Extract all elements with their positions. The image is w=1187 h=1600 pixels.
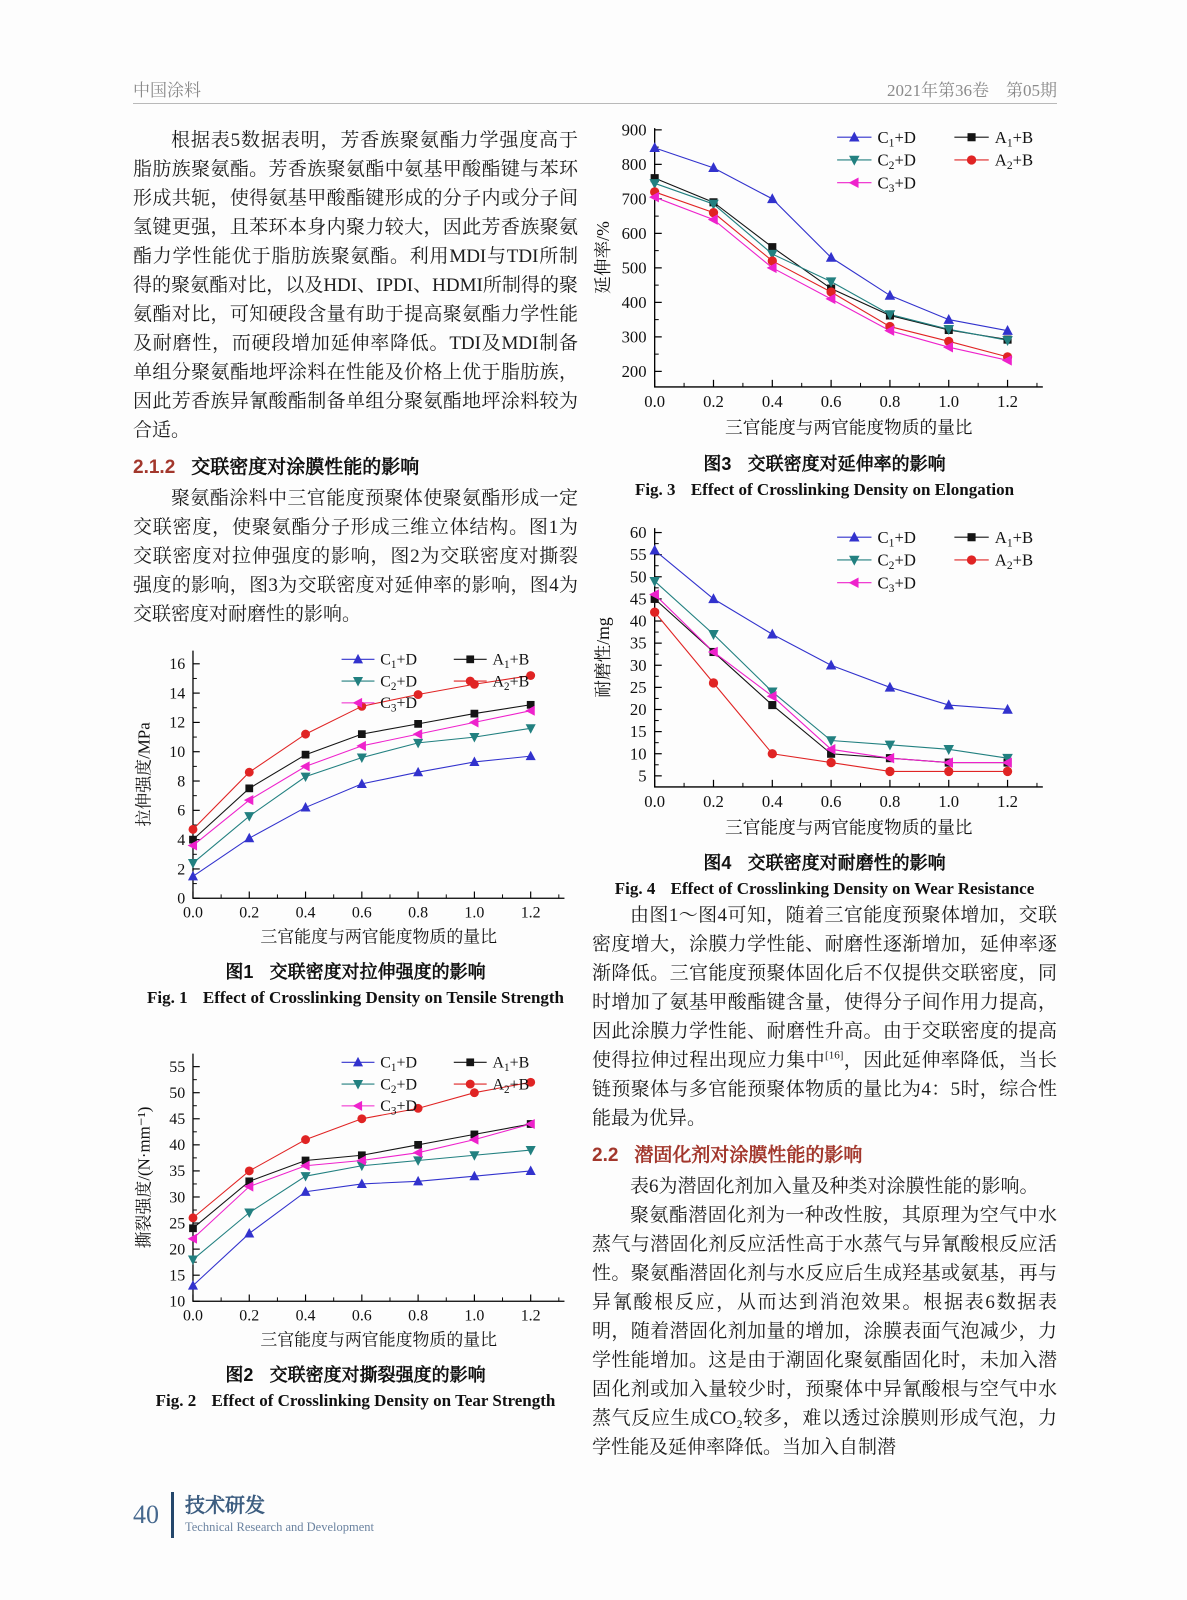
svg-text:5: 5: [638, 765, 647, 785]
svg-text:C1+D: $C_1+D$: [380, 651, 417, 672]
svg-text:55: 55: [629, 544, 647, 564]
figure-2-plot: [133, 1042, 578, 1361]
figure-1-caption-zh: [133, 960, 578, 985]
svg-text:60: 60: [629, 522, 647, 542]
svg-text:35: 35: [629, 633, 647, 653]
svg-text:1.0: 1.0: [464, 1307, 485, 1325]
figure-1-caption-en: [133, 985, 578, 1010]
svg-text:0.0: 0.0: [183, 1307, 203, 1325]
svg-text:C2+D: $C_2+D$: [380, 1076, 417, 1097]
svg-text:0.6: 0.6: [820, 392, 842, 412]
svg-text:2: 2: [177, 861, 186, 879]
svg-text:0.4: 0.4: [761, 791, 783, 811]
svg-text:0.4: 0.4: [295, 904, 316, 922]
figure-1-caption-zh-text: 交联密度对拉伸强度的影响: [269, 962, 486, 983]
page-footer: [133, 1492, 374, 1538]
figure-4-caption-en: [592, 876, 1057, 901]
svg-text:40: 40: [169, 1137, 186, 1155]
section-number: 2.2: [592, 1145, 619, 1167]
svg-text:700: 700: [621, 189, 647, 209]
svg-text:0.2: 0.2: [239, 1307, 260, 1325]
paragraph-discussion: 由图1～图4可知，随着三官能度预聚体增加，交联密度增大，涂膜力学性能、耐磨性逐渐增加，延伸率逐渐降低。三官能度预聚体固化后不仅提供交联密度，同时增加了氨基甲酸酯键含量，使得分子间作用力提高，因此涂膜力学性能、耐磨性升高。由于交联密度的提高使得拉伸过程出现应力集中[16]，因此延伸率降低，当长链预聚体与多官能预聚体物质的量比为4：5时，综合性能最为优异。: [592, 905, 1057, 1130]
svg-text:50: 50: [629, 566, 647, 586]
svg-text:0: 0: [177, 890, 186, 908]
figure-1-caption-en-label: Fig. 1: [146, 988, 188, 1008]
figure-3-caption-en-text: Effect of Crosslinking Density on Elongation: [690, 479, 1015, 499]
svg-text:A1+B: $A_1+B$: [492, 651, 530, 672]
figure-3-plot: [592, 116, 1057, 450]
svg-text:拉伸强度/MPa: 拉伸强度/MPa: [134, 722, 154, 827]
page-number: 40: [133, 1500, 159, 1529]
figure-4-plot: [592, 516, 1057, 850]
section-title: 交联密度对涂膜性能的影响: [191, 457, 420, 478]
svg-text:A1+B: $A_1+B$: [994, 527, 1034, 549]
figure-2-caption-zh-label: 图2: [225, 1365, 254, 1386]
svg-text:A2+B: $A_2+B$: [994, 550, 1034, 572]
svg-text:8: 8: [177, 773, 186, 791]
section-heading-2-1-2: [133, 452, 578, 479]
svg-text:撕裂强度/(N·mm⁻¹): 撕裂强度/(N·mm⁻¹): [134, 1106, 154, 1249]
svg-text:200: 200: [621, 361, 647, 381]
svg-text:C3+D: $C_3+D$: [877, 572, 916, 595]
svg-text:1.2: 1.2: [520, 904, 541, 922]
figure-4: [592, 516, 1057, 902]
svg-text:25: 25: [629, 677, 647, 697]
svg-text:25: 25: [169, 1215, 186, 1233]
svg-text:三官能度与两官能度物质的量比: 三官能度与两官能度物质的量比: [725, 816, 973, 837]
svg-text:C2+D: $C_2+D$: [380, 673, 417, 693]
svg-text:300: 300: [621, 327, 647, 347]
svg-text:10: 10: [169, 1293, 186, 1311]
svg-text:50: 50: [169, 1085, 186, 1103]
svg-text:45: 45: [169, 1111, 186, 1129]
issue-info: 2021年第36卷 第05期: [887, 81, 1057, 100]
figure-2-caption-en-text: Effect of Crosslinking Density on Tear Strength: [211, 1391, 556, 1411]
svg-text:40: 40: [629, 611, 647, 631]
svg-text:C1+D: $C_1+D$: [877, 127, 916, 150]
paragraph-aromatic-pu: 根据表5数据表明，芳香族聚氨酯力学强度高于脂肪族聚氨酯。芳香族聚氨酯中氨基甲酸酯键与苯环形成共轭，使得氨基甲酸酯键形成的分子内或分子间氢键更强，且苯环本身内聚力较大，因此芳香族聚氨酯力学性能优于脂肪族聚氨酯。利用MDI与TDI所制得的聚氨酯对比，以及HDI、IPDI、HDMI所制得的聚氨酯对比，可知硬段含量有助于提高聚氨酯力学性能及耐磨性，而硬段增加延伸率降低。TDI及MDI制备单组分聚氨酯地坪涂料在性能及价格上优于脂肪族，因此芳香族异氰酸酯制备单组分聚氨酯地坪涂料较为合适。: [133, 130, 578, 441]
svg-text:C3+D: $C_3+D$: [380, 1098, 417, 1118]
svg-text:延伸率/%: 延伸率/%: [593, 221, 614, 294]
svg-text:0.4: 0.4: [295, 1307, 316, 1325]
figure-4-caption-en-label: Fig. 4: [614, 879, 656, 899]
svg-text:1.2: 1.2: [997, 392, 1018, 412]
svg-text:0.2: 0.2: [703, 791, 724, 811]
figure-3-caption-en: [592, 477, 1057, 502]
svg-text:0.0: 0.0: [183, 904, 203, 922]
svg-text:1.0: 1.0: [464, 904, 485, 922]
figure-3-caption-zh-text: 交联密度对延伸率的影响: [747, 453, 946, 474]
figure-2-caption-zh: [133, 1363, 578, 1388]
svg-text:0.8: 0.8: [408, 1307, 429, 1325]
figure-3: [592, 116, 1057, 502]
figure-1-plot: [133, 639, 578, 958]
svg-text:0.0: 0.0: [644, 392, 666, 412]
svg-text:1.0: 1.0: [938, 392, 960, 412]
section-title: 潜固化剂对涂膜性能的影响: [634, 1145, 863, 1167]
paragraph-crosslink-intro: 聚氨酯涂料中三官能度预聚体使聚氨酯形成一定交联密度，使聚氨酯分子形成三维立体结构。图1为交联密度对拉伸强度的影响，图2为交联密度对撕裂强度的影响，图3为交联密度对延伸率的影响，图4为交联密度对耐磨性的影响。: [133, 488, 578, 625]
svg-text:30: 30: [629, 655, 647, 675]
svg-text:C3+D: $C_3+D$: [877, 173, 916, 195]
svg-text:C2+D: $C_2+D$: [877, 150, 916, 173]
svg-text:16: 16: [169, 656, 186, 674]
svg-text:35: 35: [169, 1163, 186, 1181]
svg-text:4: 4: [177, 831, 186, 849]
figure-4-caption-zh-label: 图4: [703, 853, 732, 874]
svg-text:A1+B: $A_1+B$: [994, 127, 1034, 150]
svg-text:C1+D: $C_1+D$: [380, 1054, 417, 1075]
figure-1-caption-zh-label: 图1: [225, 962, 254, 983]
footer-divider: [171, 1492, 174, 1538]
svg-text:45: 45: [629, 589, 647, 609]
figure-1-caption: [133, 960, 578, 1010]
svg-text:1.2: 1.2: [997, 791, 1018, 811]
svg-text:0.6: 0.6: [820, 791, 842, 811]
figure-3-caption-zh-label: 图3: [703, 453, 732, 474]
figure-3-caption-zh: [592, 452, 1057, 477]
svg-text:800: 800: [621, 154, 647, 174]
svg-text:6: 6: [177, 802, 186, 820]
section-heading-2-2: [592, 1140, 1057, 1167]
svg-text:三官能度与两官能度物质的量比: 三官能度与两官能度物质的量比: [260, 1330, 498, 1350]
svg-text:55: 55: [169, 1059, 186, 1077]
svg-text:0.8: 0.8: [879, 791, 901, 811]
svg-text:15: 15: [629, 721, 647, 741]
svg-text:10: 10: [169, 744, 186, 762]
svg-text:10: 10: [629, 743, 647, 763]
svg-text:15: 15: [169, 1267, 186, 1285]
figure-2-caption: [133, 1363, 578, 1413]
svg-text:A2+B: $A_2+B$: [492, 1076, 530, 1097]
svg-text:1.2: 1.2: [520, 1307, 541, 1325]
figure-3-caption: [592, 452, 1057, 502]
figure-2-caption-en-label: Fig. 2: [155, 1391, 197, 1411]
svg-text:0.2: 0.2: [703, 392, 724, 412]
svg-text:0.8: 0.8: [408, 904, 429, 922]
svg-text:30: 30: [169, 1189, 186, 1207]
figure-2-caption-zh-text: 交联密度对撕裂强度的影响: [269, 1365, 486, 1386]
page-header: [133, 76, 1057, 101]
svg-text:0.0: 0.0: [644, 791, 666, 811]
svg-text:0.8: 0.8: [879, 392, 901, 412]
svg-text:400: 400: [621, 292, 647, 312]
svg-text:0.2: 0.2: [239, 904, 260, 922]
figure-4-caption: [592, 851, 1057, 901]
svg-text:0.6: 0.6: [351, 1307, 372, 1325]
paragraph-latent-curing: 聚氨酯潜固化剂为一种改性胺，其原理为空气中水蒸气与潜固化剂反应活性高于水蒸气与异氰酸根反应活性。聚氨酯潜固化剂与水反应后生成羟基或氨基，再与异氰酸根反应，从而达到消泡效果。根据表6数据表明，随着潜固化剂加量的增加，涂膜表面气泡减少，力学性能增加。这是由于潮固化聚氨酯固化时，未加入潜固化剂或加入量较少时，预聚体中异氰酸根与空气中水蒸气反应生成CO₂较多，难以透过涂膜则形成气泡，力学性能及延伸率降低。当加入自制潜: [592, 1205, 1057, 1459]
svg-text:0.6: 0.6: [351, 904, 372, 922]
section-number: 2.1.2: [133, 457, 176, 478]
header-rule: [133, 103, 1057, 104]
figure-4-caption-en-text: Effect of Crosslinking Density on Wear Resistance: [670, 879, 1035, 899]
svg-text:12: 12: [169, 714, 186, 732]
right-column: [592, 116, 1057, 1462]
figure-3-caption-en-label: Fig. 3: [634, 479, 676, 499]
figure-4-caption-zh-text: 交联密度对耐磨性的影响: [747, 853, 946, 874]
figure-2-caption-en: [133, 1388, 578, 1413]
journal-name: 中国涂料: [133, 81, 201, 100]
figure-1: [133, 639, 578, 1010]
svg-text:20: 20: [629, 699, 647, 719]
svg-text:500: 500: [621, 258, 647, 278]
paragraph-table6: 表6为潜固化剂加入量及种类对涂膜性能的影响。: [630, 1176, 1039, 1198]
svg-text:三官能度与两官能度物质的量比: 三官能度与两官能度物质的量比: [725, 417, 973, 438]
svg-text:A1+B: $A_1+B$: [492, 1054, 530, 1075]
svg-text:C3+D: $C_3+D$: [380, 695, 417, 715]
svg-text:三官能度与两官能度物质的量比: 三官能度与两官能度物质的量比: [260, 927, 498, 947]
svg-text:20: 20: [169, 1241, 186, 1259]
footer-section-en: Technical Research and Development: [185, 1520, 374, 1534]
footer-section-zh: 技术研发: [185, 1495, 265, 1517]
figure-1-caption-en-text: Effect of Crosslinking Density on Tensile Strength: [202, 988, 565, 1008]
svg-text:耐磨性/mg: 耐磨性/mg: [593, 616, 614, 698]
svg-text:900: 900: [621, 120, 647, 140]
svg-text:600: 600: [621, 223, 647, 243]
svg-text:A2+B: $A_2+B$: [994, 150, 1034, 173]
svg-text:C1+D: $C_1+D$: [877, 527, 916, 549]
svg-text:C2+D: $C_2+D$: [877, 550, 916, 572]
svg-text:0.4: 0.4: [761, 392, 783, 412]
svg-text:14: 14: [169, 685, 186, 703]
figure-4-caption-zh: [592, 851, 1057, 876]
svg-text:1.0: 1.0: [938, 791, 960, 811]
left-column: [133, 126, 578, 1413]
figure-2: [133, 1042, 578, 1413]
svg-text:A2+B: $A_2+B$: [492, 673, 530, 693]
